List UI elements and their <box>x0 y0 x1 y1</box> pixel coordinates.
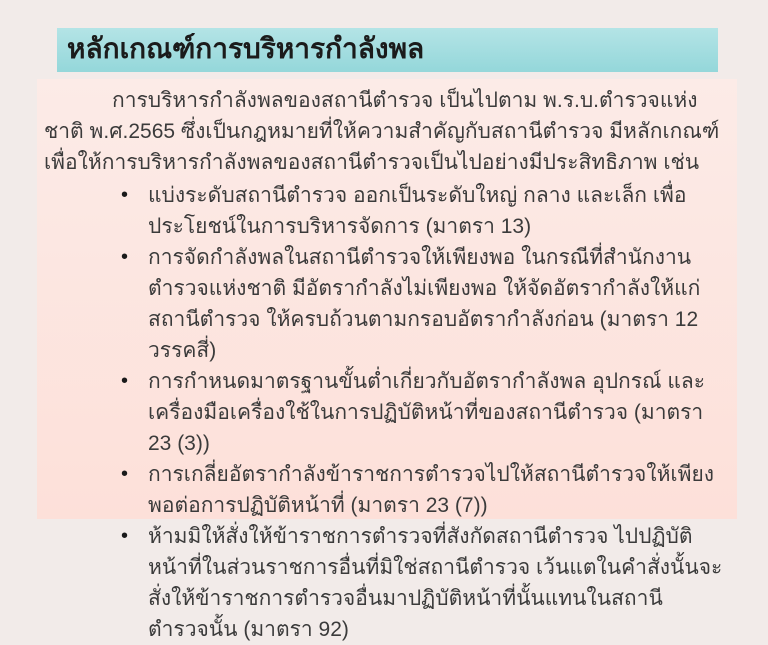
intro-paragraph: การบริหารกำลังพลของสถานีตำรวจ เป็นไปตาม พ.ร.บ.ตำรวจแห่งชาติ พ.ศ.2565 ซึ่งเป็นกฎหมายที่ให้ความสำคัญกับสถานีตำรวจ มีหลักเกณฑ์เพื่อให้การบริหารกำลังพลของสถานีตำรวจเป็นไปอย่างมีประสิทธิภาพ เช่น <box>44 89 720 174</box>
bullet-item: • แบ่งระดับสถานีตำรวจ ออกเป็นระดับใหญ่ กลาง และเล็ก เพื่อประโยชน์ในการบริหารจัดการ (มาตรา 13) <box>148 180 723 242</box>
bullet-item: • การกำหนดมาตรฐานขั้นต่ำเกี่ยวกับอัตรากำลังพล อุปกรณ์ และเครื่องมือเครื่องใช้ในการปฏิบัติหน้าที่ของสถานีตำรวจ (มาตรา 23 (3)) <box>148 366 723 459</box>
bullet-item: • ห้ามมิให้สั่งให้ข้าราชการตำรวจที่สังกัดสถานีตำรวจ ไปปฏิบัติหน้าที่ในส่วนราชการอื่นที่มิใช่สถานีตำรวจ เว้นแตในคำสั่งนั้นจะสั่งให้ข้าราชการตำรวจอื่นมาปฏิบัติหน้าที่นั้นแทนในสถานีตำรวจนั้น (มาตรา 92) <box>148 521 723 645</box>
content-box <box>37 79 737 641</box>
slide-title-bar <box>57 28 718 72</box>
page-title: หลักเกณฑ์การบริหารกำลังพล <box>67 32 425 64</box>
bullet-item: • การเกลี่ยอัตรากำลังข้าราชการตำรวจไปให้สถานีตำรวจให้เพียงพอต่อการปฏิบัติหน้าที่ (มาตรา 23 (7)) <box>148 459 723 521</box>
bullet-item: • การจัดกำลังพลในสถานีตำรวจให้เพียงพอ ในกรณีที่สำนักงานตำรวจแห่งชาติ มีอัตรากำลังไม่เพียงพอ ให้จัดอัตรากำลังให้แก่สถานีตำรวจ ให้ครบถ้วนตามกรอบอัตรากำลังก่อน (มาตรา 12 วรรคสี่) <box>148 242 723 366</box>
bullet-list <box>44 180 723 645</box>
